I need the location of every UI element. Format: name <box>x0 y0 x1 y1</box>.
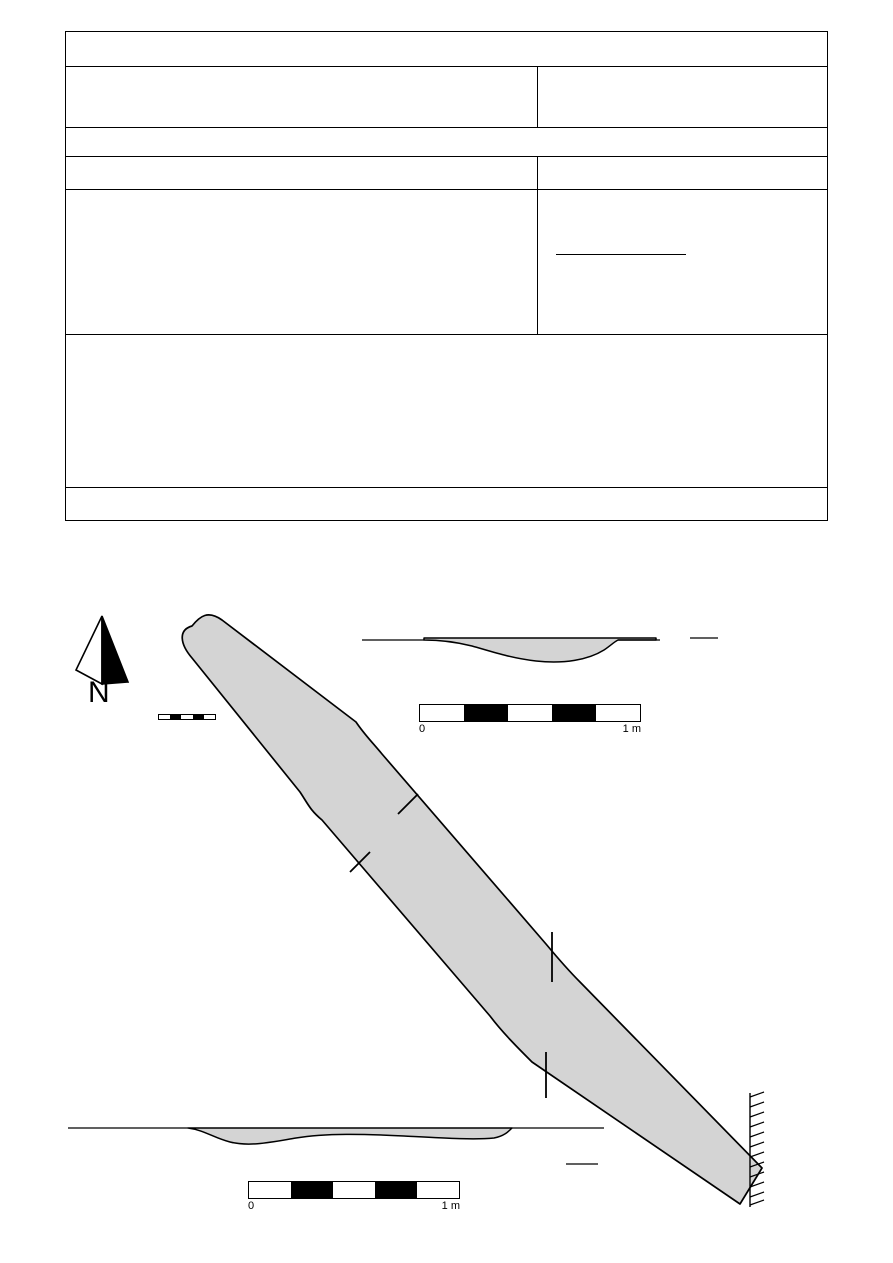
section-profile-top <box>360 624 720 684</box>
scale-seg <box>552 705 596 721</box>
table-row <box>66 190 828 335</box>
form-cell-description[interactable] <box>66 190 538 335</box>
scale-label-right: 1 m <box>441 1200 460 1212</box>
table-row <box>66 157 828 190</box>
scale-seg <box>249 1182 291 1198</box>
form-cell-notes-text <box>66 335 827 351</box>
scale-bar-top-bar <box>419 704 641 722</box>
table-row <box>66 128 828 157</box>
scale-label-left: 0 <box>248 1200 255 1212</box>
table-row <box>66 488 828 521</box>
form-cell-fullwidth-1-text <box>66 128 827 144</box>
form-cell-split-right-text <box>538 157 827 173</box>
record-form-table <box>65 31 828 521</box>
archaeological-plan-drawing <box>0 596 893 1263</box>
scale-bar-top <box>419 704 641 736</box>
form-cell-description-text <box>66 190 537 206</box>
form-cell-left-main-text <box>66 67 537 83</box>
form-cell-split-left-text <box>66 157 537 173</box>
scale-bar-bottom-labels <box>248 1199 460 1213</box>
scale-seg <box>420 705 464 721</box>
scale-seg <box>417 1182 459 1198</box>
north-arrow-label: N <box>88 676 110 709</box>
scale-label-left: 0 <box>419 723 426 735</box>
table-row <box>66 335 828 488</box>
form-cell-title-text <box>66 32 827 48</box>
form-cell-measurements[interactable] <box>538 190 828 335</box>
scale-bar-bottom-bar <box>248 1181 460 1199</box>
scale-seg <box>596 705 640 721</box>
form-cell-right-main-text <box>538 67 827 83</box>
table-row <box>66 32 828 67</box>
form-cell-split-right[interactable] <box>538 157 828 190</box>
form-cell-right-main[interactable] <box>538 67 828 128</box>
table-row <box>66 67 828 128</box>
form-cell-title[interactable] <box>66 32 828 67</box>
scale-seg <box>508 705 552 721</box>
section-profile-bottom <box>64 1106 624 1176</box>
form-cell-footer[interactable] <box>66 488 828 521</box>
scale-seg <box>333 1182 375 1198</box>
form-cell-measurements-text <box>538 190 827 206</box>
scale-label-right: 1 m <box>622 723 641 735</box>
scale-seg <box>464 705 508 721</box>
form-cell-split-left[interactable] <box>66 157 538 190</box>
form-cell-left-main[interactable] <box>66 67 538 128</box>
form-cell-notes[interactable] <box>66 335 828 488</box>
scale-seg <box>375 1182 417 1198</box>
scale-seg <box>291 1182 333 1198</box>
underline-rule <box>556 254 686 255</box>
form-cell-footer-text <box>66 488 827 504</box>
form-cell-fullwidth-1[interactable] <box>66 128 828 157</box>
scale-bar-top-labels <box>419 722 641 736</box>
scale-bar-bottom <box>248 1181 460 1213</box>
hachure-edge-icon <box>742 1091 782 1211</box>
